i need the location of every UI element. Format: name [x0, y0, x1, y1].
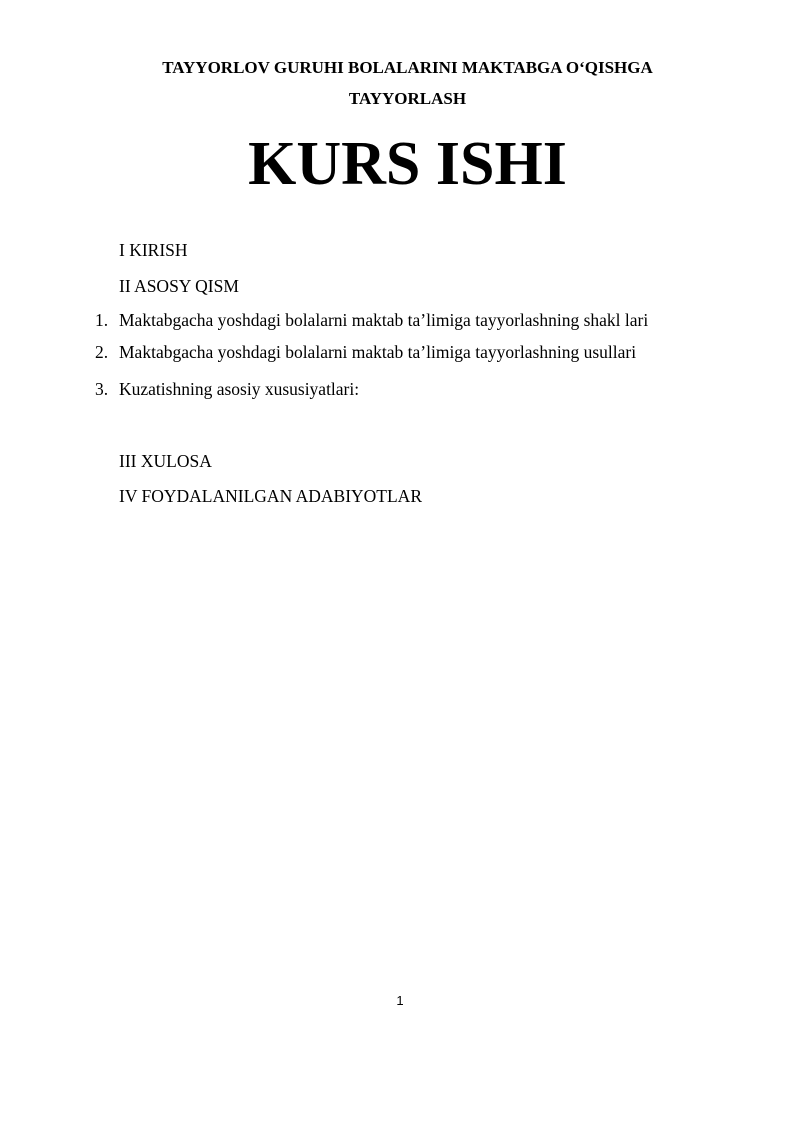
toc-item-number: 3. — [95, 379, 109, 399]
document-title-line-1: TAYYORLOV GURUHI BOLALARINI MAKTABGA O‘QISHGA — [162, 58, 653, 77]
toc-main-part: II ASOSY QISM — [119, 276, 239, 296]
toc-intro: I KIRISH — [119, 240, 188, 260]
toc-item-number: 2. — [95, 342, 109, 362]
toc-item-methods: Maktabgacha yoshdagi bolalarni maktab ta’limiga tayyorlashning usullari — [119, 342, 637, 362]
page-number: 1 — [396, 993, 404, 1008]
document-title-line-2: TAYYORLASH — [348, 89, 467, 108]
document-type-heading: KURS ISHI — [248, 130, 567, 198]
toc-item-observation: Kuzatishning asosiy xususiyatlari: — [119, 379, 360, 399]
toc-item-forms: Maktabgacha yoshdagi bolalarni maktab ta’limiga tayyorlashning shakl lari — [119, 310, 649, 330]
toc-item-number: 1. — [95, 310, 109, 330]
toc-references: IV FOYDALANILGAN ADABIYOTLAR — [119, 486, 422, 506]
toc-conclusion: III XULOSA — [119, 451, 212, 471]
